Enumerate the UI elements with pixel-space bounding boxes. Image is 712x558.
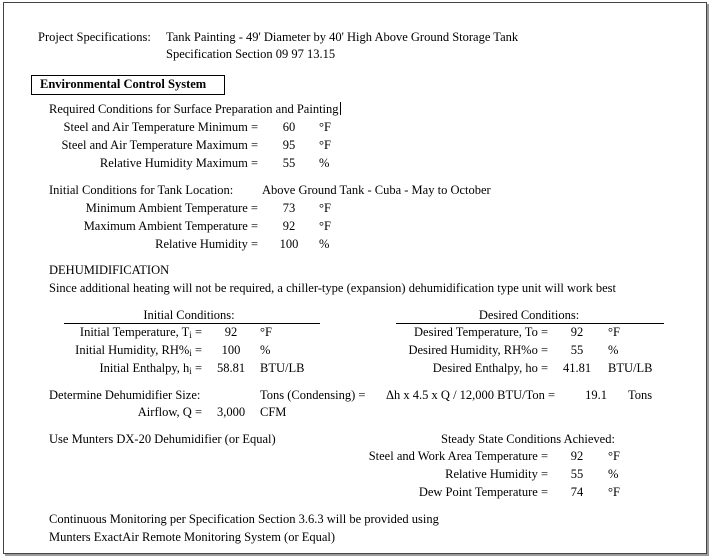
required-label: Steel and Air Temperature Maximum = <box>61 138 258 152</box>
airflow-unit: CFM <box>260 405 287 419</box>
tons-formula: Δh x 4.5 x Q / 12,000 BTU/Ton = <box>386 388 556 402</box>
location-label: Initial Conditions for Tank Location: <box>49 183 234 197</box>
required-unit: % <box>319 156 330 170</box>
tons-unit: Tons <box>628 388 653 402</box>
initial-value: 100 <box>221 343 241 357</box>
desired-unit: BTU/LB <box>608 361 653 375</box>
initial-conditions-heading: Initial Conditions: <box>143 308 235 322</box>
ambient-label: Relative Humidity = <box>155 237 258 251</box>
spec-section: Specification Section 09 97 13.15 <box>166 47 336 61</box>
steady-label: Dew Point Temperature = <box>418 485 548 499</box>
desired-underline <box>396 323 664 324</box>
ambient-label: Minimum Ambient Temperature = <box>85 201 258 215</box>
steady-unit: °F <box>608 485 620 499</box>
initial-label: Initial Temperature, $T_i$ = <box>79 325 202 340</box>
env-heading: Environmental Control System <box>40 77 207 91</box>
tons-label: Tons (Condensing) = <box>260 388 366 402</box>
tons-value: 19.1 <box>585 388 607 402</box>
sizing-label: Determine Dehumidifier Size: <box>49 388 201 402</box>
required-unit: °F <box>319 120 331 134</box>
steady-label: Relative Humidity = <box>445 467 548 481</box>
required-value: 60 <box>282 120 296 134</box>
initial-value: 58.81 <box>216 361 246 375</box>
initial-unit: °F <box>260 325 272 339</box>
steady-label: Steel and Work Area Temperature = <box>368 449 548 463</box>
steady-unit: °F <box>608 449 620 463</box>
initial-underline <box>64 323 320 324</box>
monitoring-line-2: Munters ExactAir Remote Monitoring System (or Equal) <box>49 530 336 544</box>
steady-value: 55 <box>570 467 584 481</box>
initial-label: Initial Humidity, $RH\%_i$ = <box>75 343 202 358</box>
text-cursor <box>340 102 341 115</box>
location-value: Above Ground Tank - Cuba - May to October <box>262 183 491 197</box>
steady-value: 74 <box>570 485 584 499</box>
ambient-unit: °F <box>319 201 331 215</box>
required-value: 95 <box>282 138 296 152</box>
desired-label: Desired Humidity, RH%o = <box>408 343 548 357</box>
required-label: Steel and Air Temperature Minimum = <box>63 120 258 134</box>
desired-unit: °F <box>608 325 620 339</box>
ambient-unit: °F <box>319 219 331 233</box>
airflow-label: Airflow, Q = <box>137 405 202 419</box>
desired-unit: % <box>608 343 619 357</box>
steady-heading: Steady State Conditions Achieved: <box>441 432 615 446</box>
ambient-value: 73 <box>282 201 296 215</box>
initial-label: Initial Enthalpy, $h_i$ = <box>99 361 202 376</box>
ambient-label: Maximum Ambient Temperature = <box>83 219 258 233</box>
project-title: Tank Painting - 49' Diameter by 40' High Above Ground Storage Tank <box>166 30 519 44</box>
required-value: 55 <box>282 156 296 170</box>
desired-label: Desired Temperature, To = <box>414 325 548 339</box>
dehum-note: Since additional heating will not be required, a chiller-type (expansion) dehumidification type unit will work best <box>49 281 616 295</box>
monitoring-line-1: Continuous Monitoring per Specification Section 3.6.3 will be provided using <box>49 512 439 526</box>
desired-conditions-heading: Desired Conditions: <box>478 308 580 322</box>
ambient-unit: % <box>319 237 330 251</box>
initial-value: 92 <box>224 325 238 339</box>
steady-value: 92 <box>570 449 584 463</box>
ambient-value: 92 <box>282 219 296 233</box>
airflow-value: 3,000 <box>216 405 246 419</box>
spec-sheet <box>3 2 707 554</box>
initial-unit: % <box>260 343 271 357</box>
project-label: Project Specifications: <box>38 30 151 44</box>
ambient-value: 100 <box>279 237 299 251</box>
steady-unit: % <box>608 467 619 481</box>
desired-value: 55 <box>570 343 584 357</box>
unit-choice: Use Munters DX-20 Dehumidifier (or Equal) <box>49 432 276 446</box>
initial-unit: BTU/LB <box>260 361 305 375</box>
desired-value: 41.81 <box>562 361 592 375</box>
desired-value: 92 <box>570 325 584 339</box>
dehum-heading: DEHUMIDIFICATION <box>49 263 170 277</box>
desired-label: Desired Enthalpy, ho = <box>432 361 548 375</box>
required-unit: °F <box>319 138 331 152</box>
required-label: Relative Humidity Maximum = <box>99 156 258 170</box>
required-heading: Required Conditions for Surface Preparation and Painting <box>49 102 339 116</box>
